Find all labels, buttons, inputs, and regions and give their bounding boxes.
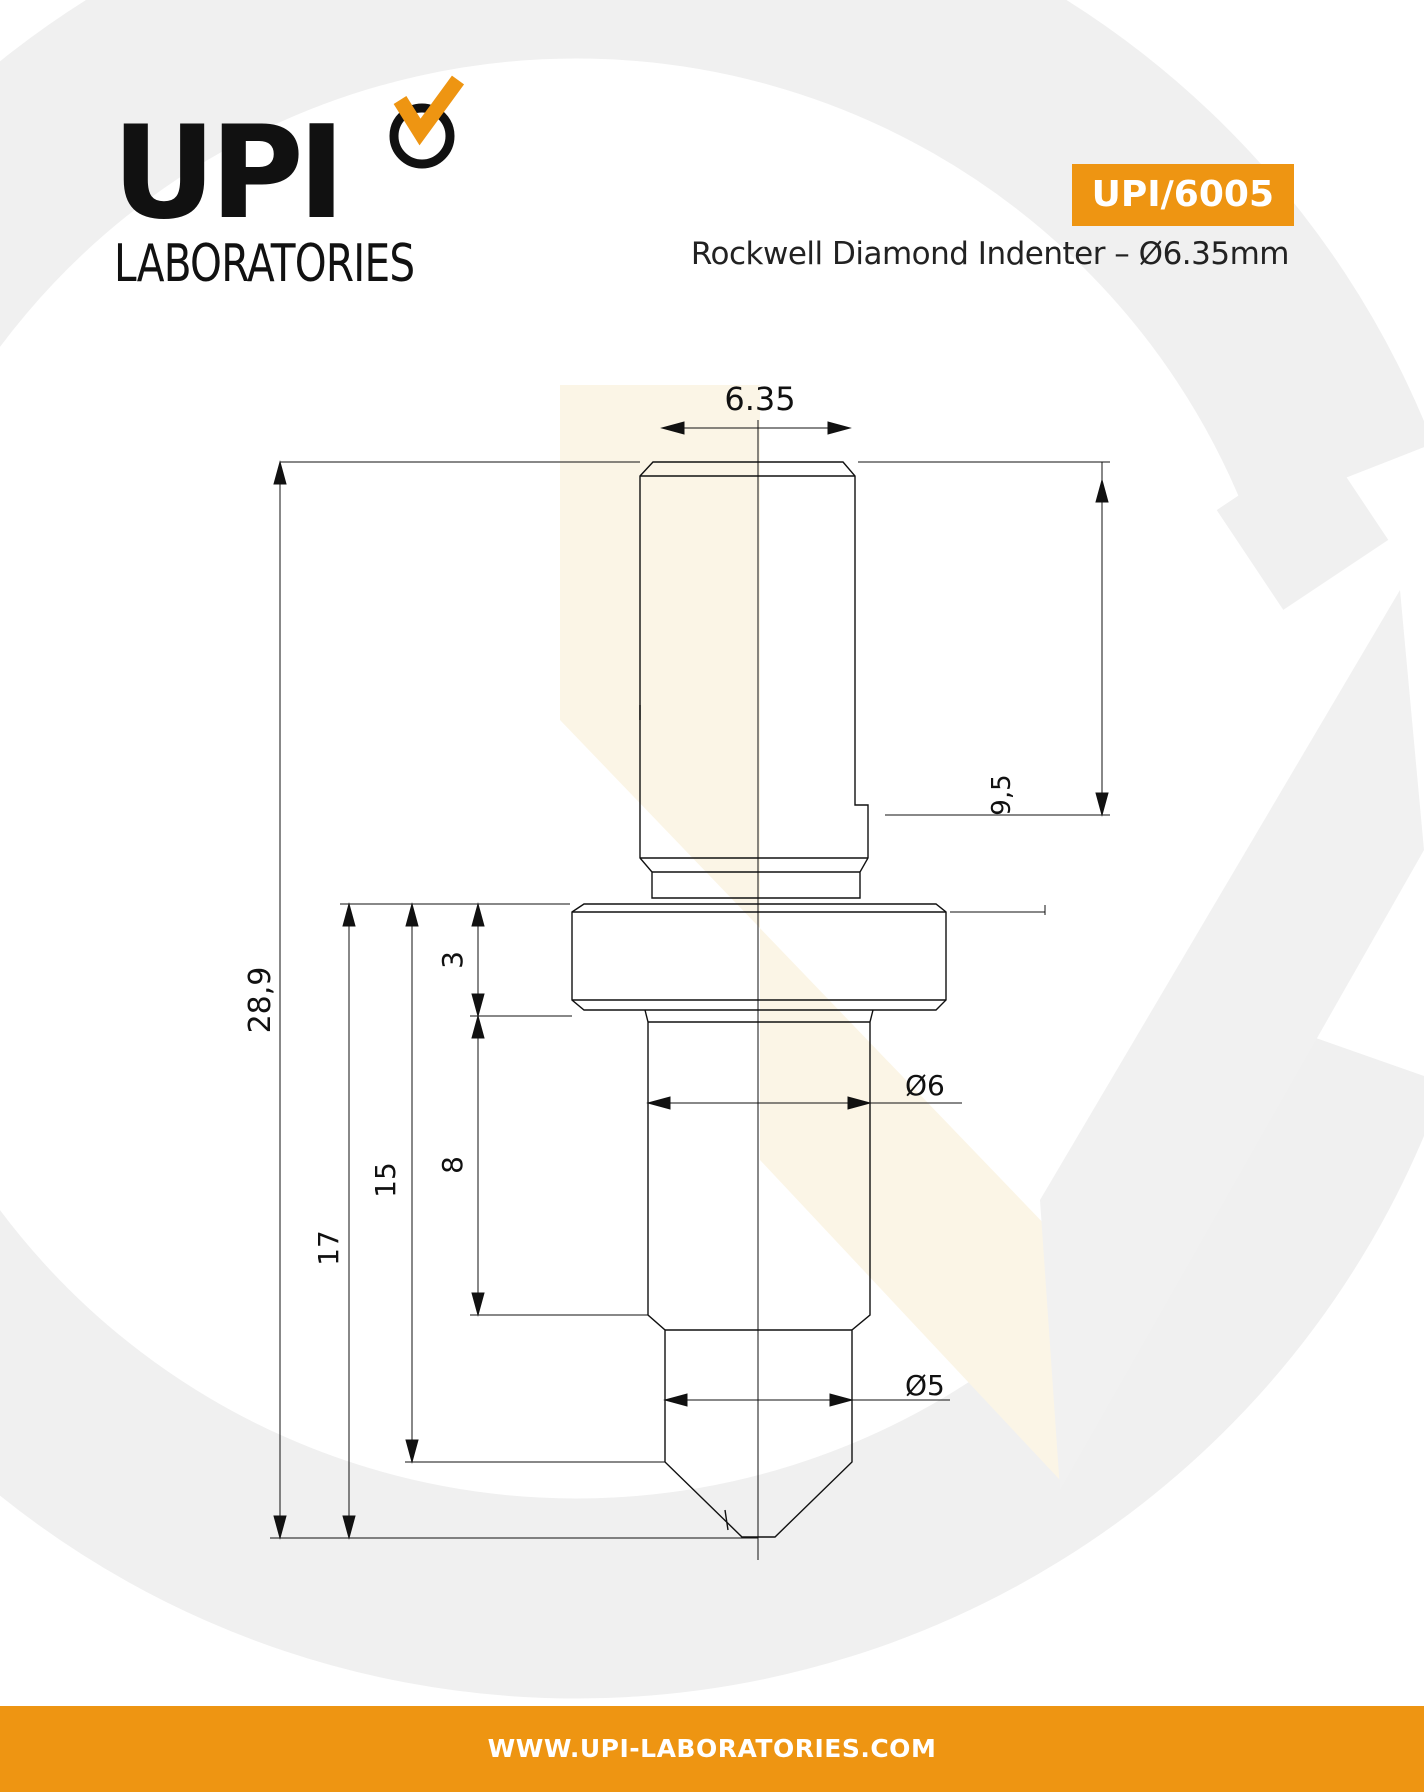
logo-subtitle: LABORATORIES — [114, 234, 415, 294]
footer-bar — [0, 1706, 1424, 1792]
dim-8-label: 8 — [436, 1156, 469, 1174]
company-logo — [112, 70, 432, 310]
dim-6-35-label: 6.35 — [724, 380, 796, 418]
dim-diameter-6-label: Ø6 — [905, 1069, 945, 1102]
logo-brand-text: UPI — [112, 99, 340, 248]
dim-3-label: 3 — [436, 951, 469, 969]
product-code-badge: UPI/6005 — [1072, 164, 1294, 226]
logo-check-icon — [292, 70, 492, 210]
dim-diameter-5-label: Ø5 — [905, 1369, 945, 1402]
dim-15-label: 15 — [369, 1162, 402, 1198]
dim-9-5-label: 9,5 — [987, 774, 1017, 816]
dim-28-9-label: 28,9 — [243, 966, 278, 1034]
dim-17-label: 17 — [312, 1230, 345, 1266]
product-title: Rockwell Diamond Indenter – Ø6.35mm — [690, 236, 1289, 272]
website-link[interactable]: WWW.UPI-LABORATORIES.COM — [487, 1734, 937, 1763]
